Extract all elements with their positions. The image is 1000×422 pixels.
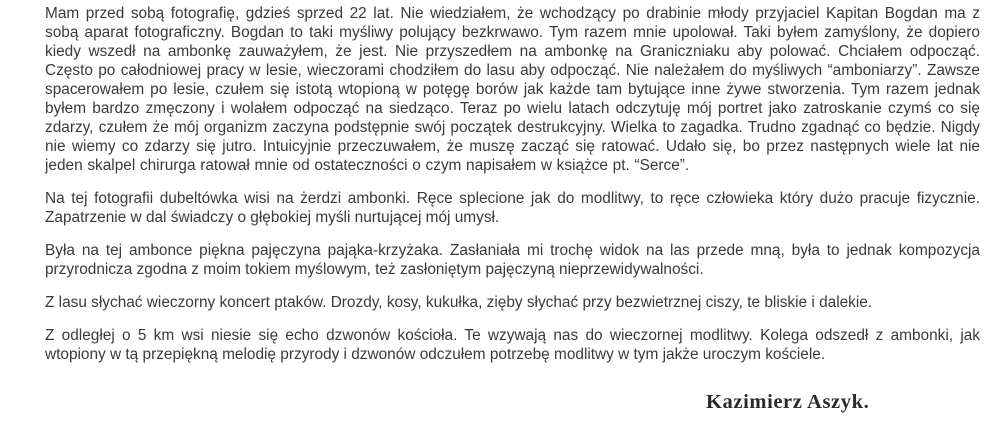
document-body [45,4,980,378]
paragraph-photo-memory: Mam przed sobą fotografię, gdzieś sprzed 22 lat. Nie wiedziałem, że wchodzący po drabinie młody przyjaciel Kapitan Bogdan ma z sobą aparat fotograficzny. Bogdan to taki myśliwy polujący bezkrwawo. Tym razem mnie upolował. Taki byłem zamyślony, że dopiero kiedy wszedł na ambonkę zauważyłem, że jest. Nie przyszedłem na ambonkę na Graniczniaku aby polować. Chciałem odpocząć. Często po całodniowej pracy w lesie, wieczorami chodziłem do lasu aby odpocząć. Nie należałem do myśliwych “amboniarzy”. Zawsze spacerowałem po lesie, czułem się istotą wtopioną w potęgę borów jak każde tam bytujące inne żywe stworzenia. Tym razem jednak byłem bardzo zmęczony i wolałem odpocząć na siedząco. Teraz po wielu latach odczytuję mój portret jako zatroskanie czymś co się zdarzy, czułem że mój organizm zaczyna podstępnie swój początek destrukcyjny. Wielka to zagadka. Trudno zgadnąć co będzie. Nigdy nie wiemy co zdarzy się jutro. Intuicyjnie przeczuwałem, że muszę zacząć się ratować. Udało się, bo przez następnych wiele lat nie jeden skalpel chirurga ratował mnie od ostateczności o czym napisałem w książce pt. “Serce”. [45,5,980,174]
paragraph-shotgun-hands: Na tej fotografii dubeltówka wisi na żerdzi ambonki. Ręce splecione jak do modlitwy, to ręce człowieka który dużo pracuje fizycznie. Zapatrzenie w dal świadczy o głębokiej myśli nurtującej mój umysł. [45,190,980,226]
paragraph-bird-concert: Z lasu słychać wieczorny koncert ptaków. Drozdy, kosy, kukułka, zięby słychać przy bezwietrznej ciszy, te bliskie i dalekie. [45,294,873,311]
paragraph-spiderweb: Była na tej ambonce piękna pajęczyna pająka-krzyżaka. Zasłaniała mi trochę widok na las przede mną, była to jednak kompozycja przyrodnicza zgodna z moim tokiem myślowym, też zasłoniętym pajęczyną nieprzewidywalności. [45,242,980,278]
paragraph-church-bells: Z odległej o 5 km wsi niesie się echo dzwonów kościoła. Te wzywają nas do wieczornej modlitwy. Kolega odszedł z ambonki, jak wtopiony w tą przepiękną melodię przyrody i dzwonów odczułem potrzebę modlitwy w tym jakże uroczym kościele. [45,327,980,363]
author-signature: Kazimierz Aszyk. [706,391,870,413]
